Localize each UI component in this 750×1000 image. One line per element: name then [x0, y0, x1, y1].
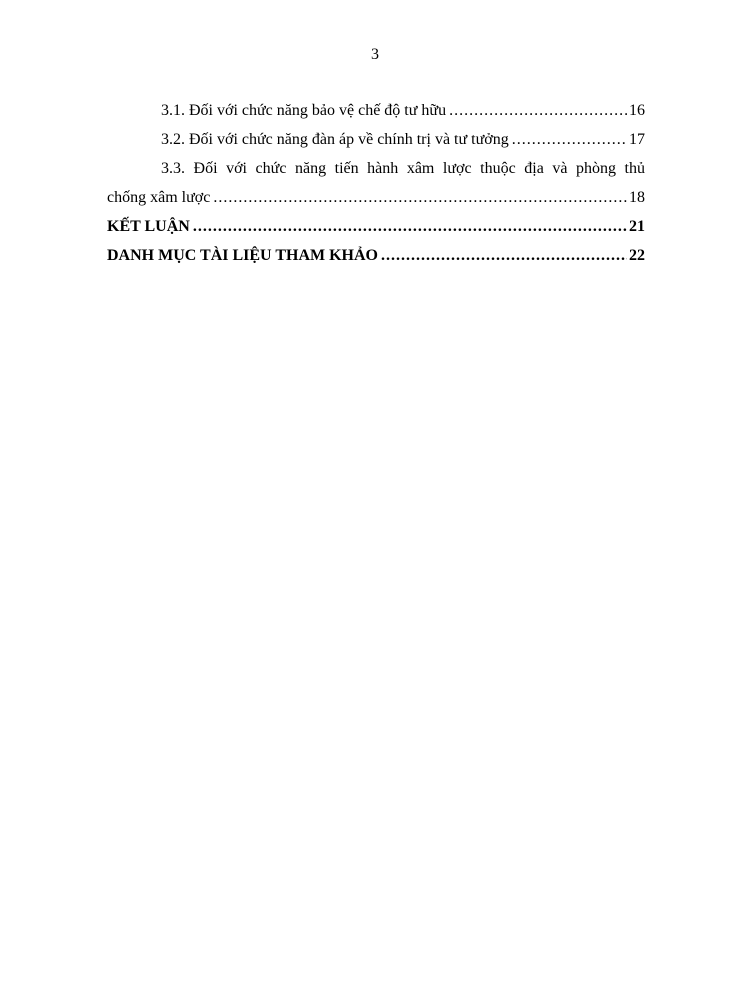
toc-entry-page: 22 — [629, 247, 645, 264]
toc-entry-page: 16 — [629, 102, 645, 119]
toc-entry-title: KẾT LUẬN — [107, 218, 190, 235]
toc-entry-ket-luan[interactable] — [107, 212, 645, 241]
toc-entry-page: 21 — [629, 218, 645, 235]
toc-entry-3-1[interactable] — [107, 96, 645, 125]
toc-entry-title-line2: chống xâm lược — [107, 189, 211, 206]
page-number: 3 — [371, 46, 379, 63]
toc-dot-leader — [213, 183, 627, 212]
toc-entry-3-3-continuation — [107, 183, 645, 212]
toc-dot-leader — [512, 125, 627, 154]
table-of-contents — [107, 96, 645, 270]
toc-entry-title: DANH MỤC TÀI LIỆU THAM KHẢO — [107, 247, 378, 264]
toc-entry-danh-muc[interactable] — [107, 241, 645, 270]
toc-dot-leader — [193, 212, 627, 241]
toc-dot-leader — [449, 96, 627, 125]
toc-entry-3-3[interactable] — [107, 154, 645, 212]
toc-dot-leader — [381, 241, 627, 270]
toc-entry-title: 3.1. Đối với chức năng bảo vệ chế độ tư hữu — [161, 102, 447, 119]
toc-entry-title: 3.2. Đối với chức năng đàn áp về chính trị và tư tưởng — [161, 131, 509, 148]
toc-entry-page: 18 — [629, 189, 645, 206]
toc-entry-3-2[interactable] — [107, 125, 645, 154]
toc-entry-page: 17 — [629, 131, 645, 148]
toc-entry-title-line1: 3.3. Đối với chức năng tiến hành xâm lược thuộc địa và phòng thủ — [161, 160, 645, 177]
